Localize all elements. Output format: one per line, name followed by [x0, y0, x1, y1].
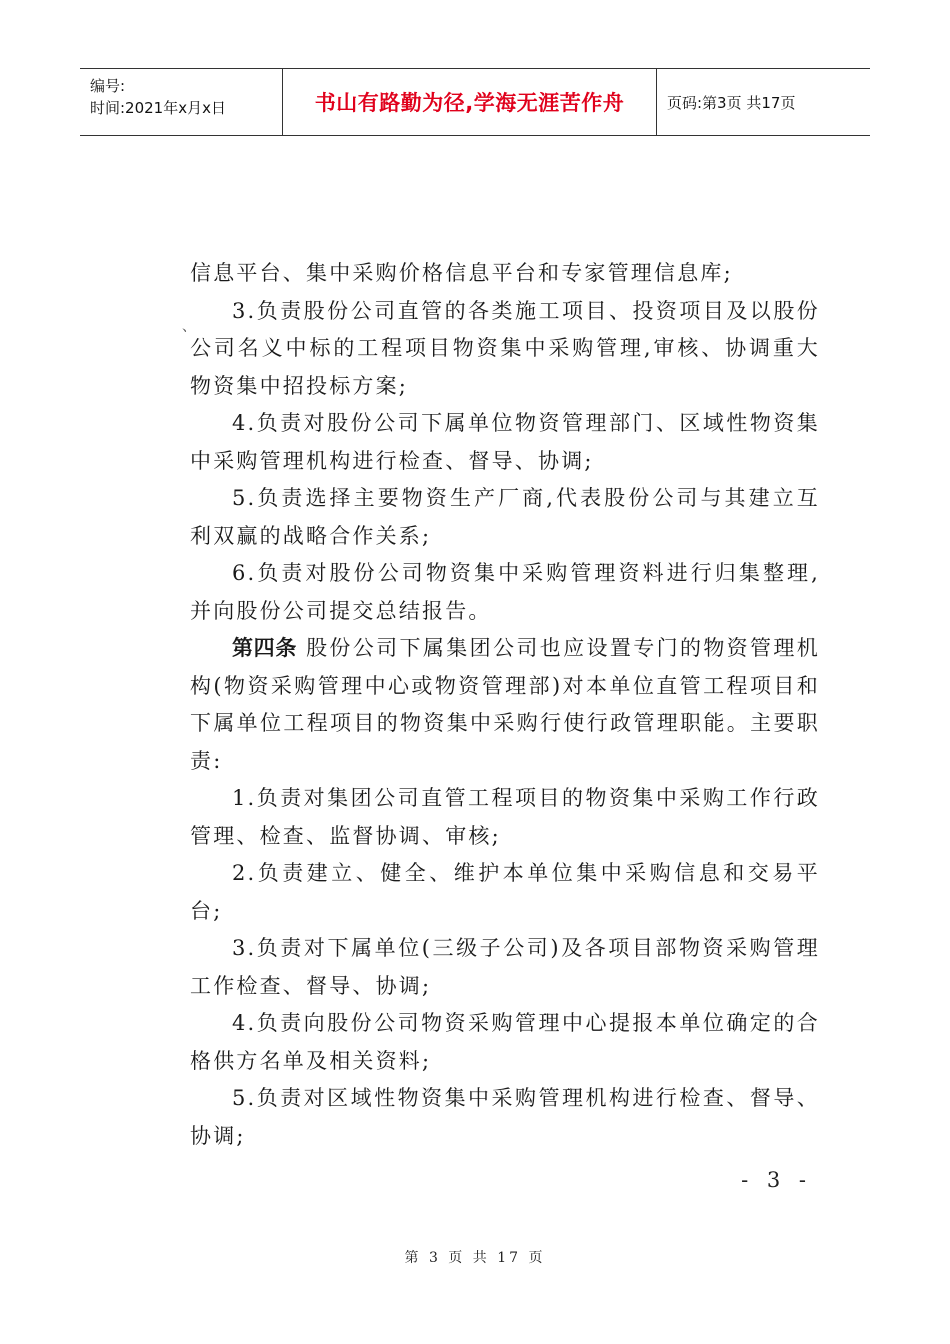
paragraph: 4.负责对股份公司下属单位物资管理部门、区域性物资集中采购管理机构进行检查、督导、协调;	[190, 411, 820, 473]
page-footer: 第 3 页 共 17 页	[404, 1250, 546, 1266]
paragraph: 信息平台、集中采购价格信息平台和专家管理信息库;	[190, 261, 733, 285]
document-body	[190, 255, 820, 1155]
article-paragraph	[190, 630, 820, 780]
header-page-info: 页码:第3页 共17页	[667, 93, 796, 112]
stray-mark: 、	[182, 319, 196, 335]
motto: 书山有路勤为径,学海无涯苦作舟	[314, 91, 625, 115]
number-label: 编号:	[90, 77, 126, 95]
paragraph: 6.负责对股份公司物资集中采购管理资料进行归集整理,并向股份公司提交总结报告。	[190, 561, 820, 623]
page-number: - 3 -	[741, 1168, 812, 1192]
paragraph: 1.负责对集团公司直管工程项目的物资集中采购工作行政管理、检查、监督协调、审核;	[190, 786, 820, 848]
article-label: 第四条	[232, 636, 298, 660]
paragraph: 4.负责向股份公司物资采购管理中心提报本单位确定的合格供方名单及相关资料;	[190, 1011, 820, 1073]
paragraph: 2.负责建立、健全、维护本单位集中采购信息和交易平台;	[190, 861, 820, 923]
article-text: 股份公司下属集团公司也应设置专门的物资管理机构(物资采购管理中心或物资管理部)对本单位直管工程项目和下属单位工程项目的物资集中采购行使行政管理职能。主要职责:	[190, 636, 820, 773]
document-header	[80, 68, 870, 136]
paragraph: 5.负责对区域性物资集中采购管理机构进行检查、督导、协调;	[190, 1086, 820, 1148]
paragraph: 3.负责对下属单位(三级子公司)及各项目部物资采购管理工作检查、督导、协调;	[190, 936, 820, 998]
header-meta	[80, 69, 282, 135]
paragraph: 3.负责股份公司直管的各类施工项目、投资项目及以股份公司名义中标的工程项目物资集中采购管理,审核、协调重大物资集中招投标方案;	[190, 298, 820, 398]
paragraph: 5.负责选择主要物资生产厂商,代表股份公司与其建立互利双赢的战略合作关系;	[190, 486, 820, 548]
time-label: 时间:2021年x月x日	[90, 99, 226, 117]
header-motto-cell	[282, 69, 657, 135]
